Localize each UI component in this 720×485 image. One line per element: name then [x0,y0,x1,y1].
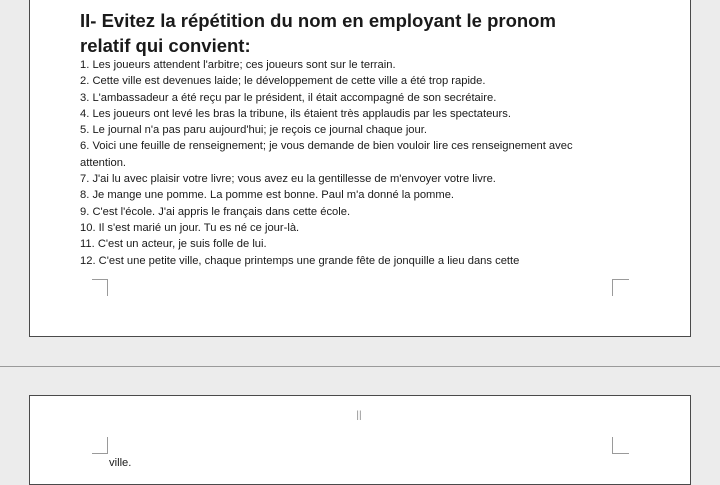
margin-corner-bottom-right [612,279,629,296]
list-item: 11. C'est un acteur, je suis folle de lui. [80,238,267,251]
page-separator [0,366,720,367]
list-item: 9. C'est l'école. J'ai appris le français dans cette école. [80,205,351,218]
list-item: 5. Le journal n'a pas paru aujourd'hui; je reçois ce journal chaque jour. [80,124,427,137]
list-item: 12. C'est une petite ville, chaque printemps une grande fête de jonquille a lieu dans cette [80,254,520,267]
margin-corner-top-right [612,437,629,454]
list-item: 4. Les joueurs ont levé les bras la tribune, ils étaient très applaudis par les spectateurs. [80,107,511,120]
list-item: 10. Il s'est marié un jour. Tu es né ce jour-là. [80,221,300,234]
list-item: 2. Cette ville est devenues laide; le développement de cette ville a été trop rapide. [80,75,486,88]
list-item: 3. L'ambassadeur a été reçu par le président, il était accompagné de son secrétaire. [80,91,497,104]
list-item: 7. J'ai lu avec plaisir votre livre; vous avez eu la gentillesse de m'envoyer votre livre. [80,173,496,186]
margin-corner-bottom-left [92,279,108,296]
page-break-marker: || [356,410,362,421]
exercise-list [80,57,600,269]
list-item: 6. Voici une feuille de renseignement; je vous demande de bien vouloir lire ces renseignement avec attention. [80,140,573,169]
continuation-text: ville. [109,457,132,469]
margin-corner-top-left [92,437,108,454]
list-item: 1. Les joueurs attendent l'arbitre; ces joueurs sont sur le terrain. [80,59,396,71]
document-page-2 [29,395,691,485]
exercise-heading: II- Evitez la répétition du nom en employant le pronom relatif qui convient: [80,10,556,56]
list-item: 8. Je mange une pomme. La pomme est bonne. Paul m'a donné la pomme. [80,189,455,202]
